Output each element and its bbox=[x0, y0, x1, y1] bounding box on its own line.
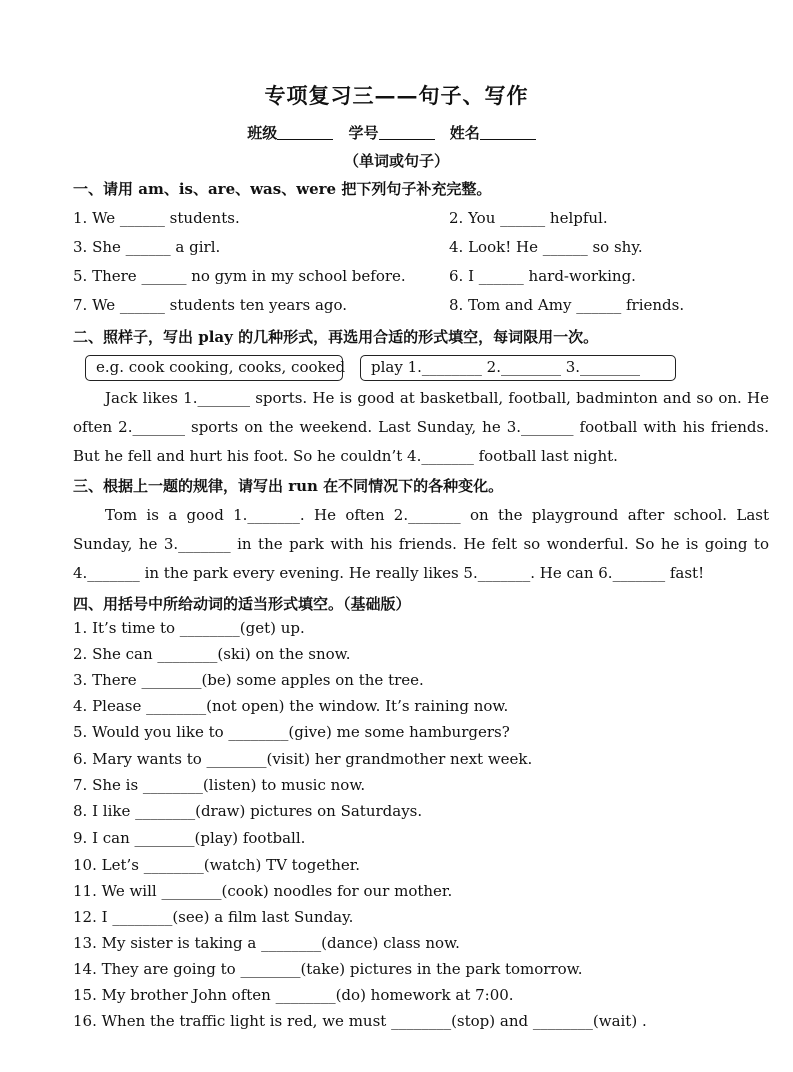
list-item: 3. There ________(be) some apples on the tree. bbox=[73, 671, 424, 689]
play-forms-box[interactable]: play 1.________ 2.________ 3.________ bbox=[360, 355, 676, 381]
list-item: 11. We will ________(cook) noodles for our mother. bbox=[73, 882, 453, 900]
list-item: 16. When the traffic light is red, we must ________(stop) and ________(wait) . bbox=[73, 1012, 647, 1030]
class-label: 班级 bbox=[247, 124, 278, 142]
section3-heading: 三、根据上一题的规律，请写出 run 在不同情况下的各种变化。 bbox=[73, 477, 504, 495]
question-7: 7. We ______ students ten years ago. bbox=[73, 296, 348, 314]
section1-heading: 一、请用 am、is、are、was、were 把下列句子补充完整。 bbox=[73, 180, 492, 198]
list-item: 10. Let’s ________(watch) TV together. bbox=[73, 856, 361, 874]
list-item: 9. I can ________(play) football. bbox=[73, 829, 306, 847]
question-2: 2. You ______ helpful. bbox=[449, 209, 608, 227]
question-6: 6. I ______ hard-working. bbox=[449, 267, 636, 285]
list-item: 15. My brother John often ________(do) homework at 7:00. bbox=[73, 986, 514, 1004]
class-blank[interactable] bbox=[277, 125, 333, 140]
section3-paragraph: Tom is a good 1._______. He often 2._______ on the playground after school. Last Sunday, he 3._______ in the park with his friends. He felt so wonderful. So he is going to 4._______ in the park every evening. He really likes 5._______. He can 6._______ fast! bbox=[73, 506, 769, 582]
section1-row bbox=[73, 296, 769, 314]
question-1: 1. We ______ students. bbox=[73, 209, 240, 227]
question-5: 5. There ______ no gym in my school before. bbox=[73, 267, 406, 285]
list-item: 5. Would you like to ________(give) me some hamburgers? bbox=[73, 723, 510, 741]
question-3: 3. She ______ a girl. bbox=[73, 238, 221, 256]
question-4: 4. Look! He ______ so shy. bbox=[449, 238, 643, 256]
list-item: 1. It’s time to ________(get) up. bbox=[73, 619, 305, 637]
list-item: 8. I like ________(draw) pictures on Saturdays. bbox=[73, 802, 423, 820]
question-8: 8. Tom and Amy ______ friends. bbox=[449, 296, 685, 314]
section1-row bbox=[73, 209, 769, 227]
list-item: 14. They are going to ________(take) pictures in the park tomorrow. bbox=[73, 960, 583, 978]
list-item: 6. Mary wants to ________(visit) her grandmother next week. bbox=[73, 750, 533, 768]
student-id-blank[interactable] bbox=[379, 125, 435, 140]
example-box: e.g. cook cooking, cooks, cooked bbox=[85, 355, 343, 381]
name-blank[interactable] bbox=[480, 125, 536, 140]
section1-row bbox=[73, 238, 769, 256]
section2-paragraph: Jack likes 1._______ sports. He is good at basketball, football, badminton and so on. He often 2._______ sports on the weekend. Last Sunday, he 3._______ football with his friends. But he fell and hurt his foot. So he couldn’t 4._______ football last night. bbox=[73, 389, 769, 465]
student-info-line bbox=[0, 122, 793, 143]
name-label: 姓名 bbox=[449, 124, 480, 142]
list-item: 13. My sister is taking a ________(dance) class now. bbox=[73, 934, 460, 952]
section4-heading: 四、用括号中所给动词的适当形式填空。（基础版） bbox=[73, 595, 411, 613]
section1-row bbox=[73, 267, 769, 285]
list-item: 4. Please ________(not open) the window. It’s raining now. bbox=[73, 697, 509, 715]
subtitle: （单词或句子） bbox=[343, 152, 449, 170]
student-id-label: 学号 bbox=[348, 124, 379, 142]
list-item: 2. She can ________(ski) on the snow. bbox=[73, 645, 351, 663]
page-title: 专项复习三——句子、写作 bbox=[264, 83, 529, 108]
list-item: 12. I ________(see) a film last Sunday. bbox=[73, 908, 354, 926]
list-item: 7. She is ________(listen) to music now. bbox=[73, 776, 366, 794]
section2-heading: 二、照样子，写出 play 的几种形式，再选用合适的形式填空，每词限用一次。 bbox=[73, 328, 599, 346]
